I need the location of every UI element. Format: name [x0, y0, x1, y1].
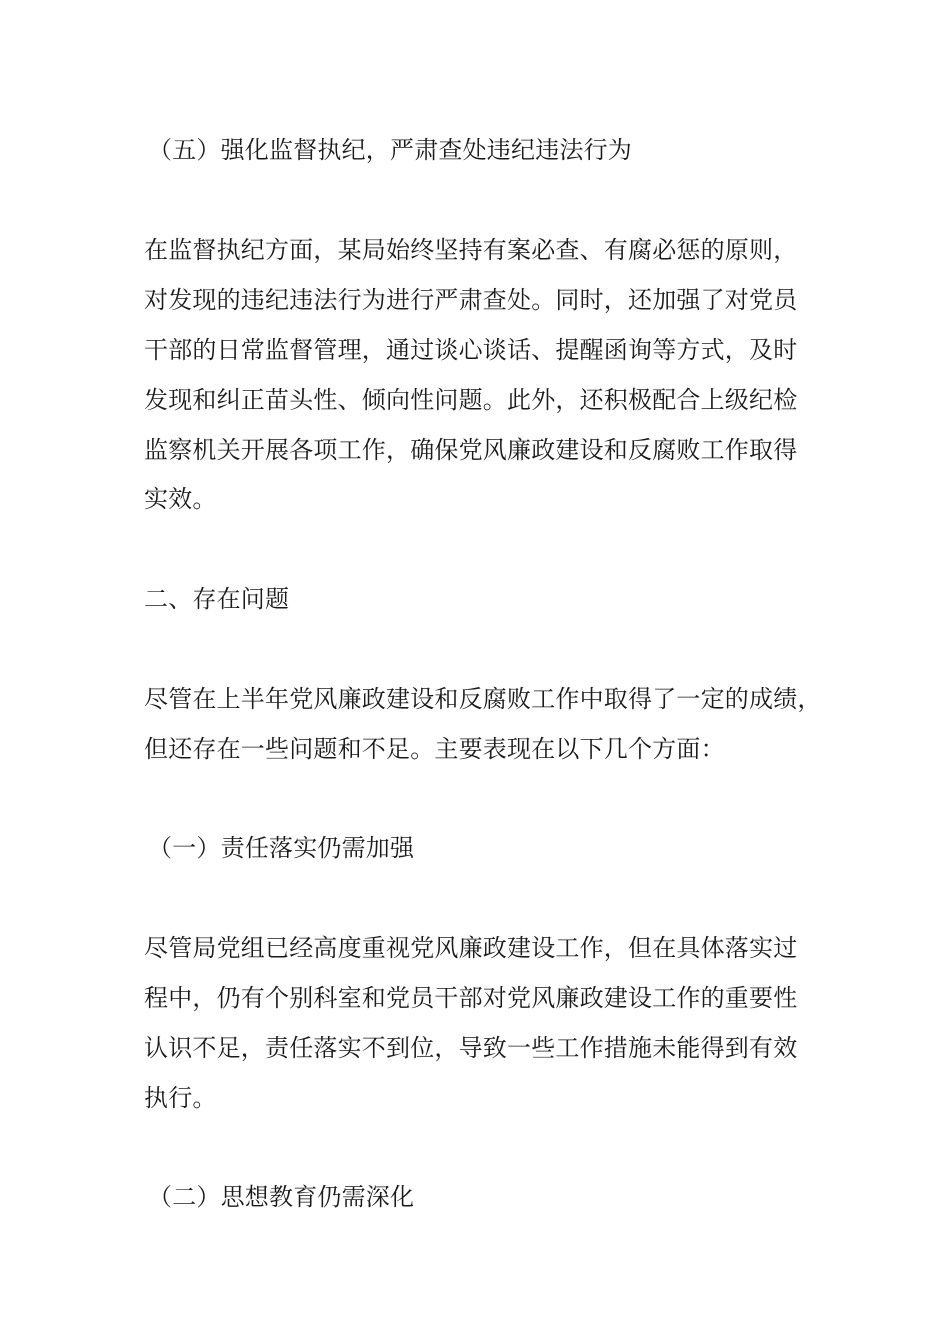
paragraph-line: 程中，仍有个别科室和党员干部对党风廉政建设工作的重要性 [144, 984, 798, 1012]
paragraph-line: 但还存在一些问题和不足。主要表现在以下几个方面： [144, 735, 725, 763]
paragraph-line: 尽管局党组已经高度重视党风廉政建设工作，但在具体落实过 [144, 934, 798, 962]
paragraph-line: 认识不足，责任落实不到位，导致一些工作措施未能得到有效 [144, 1034, 798, 1062]
section-heading: （二）思想教育仍需深化 [148, 1183, 415, 1211]
section-heading: （一）责任落实仍需加强 [148, 834, 415, 862]
paragraph-line: 尽管在上半年党风廉政建设和反腐败工作中取得了一定的成绩， [144, 685, 822, 713]
paragraph-line: 干部的日常监督管理，通过谈心谈话、提醒函询等方式，及时 [144, 336, 798, 364]
part-heading: 二、存在问题 [144, 585, 290, 613]
paragraph-line: 执行。 [144, 1084, 217, 1112]
section-heading: （五）强化监督执纪，严肃查处违纪违法行为 [148, 136, 632, 164]
paragraph-line: 发现和纠正苗头性、倾向性问题。此外，还积极配合上级纪检 [144, 386, 798, 414]
paragraph-line: 在监督执纪方面，某局始终坚持有案必查、有腐必惩的原则， [144, 236, 798, 264]
paragraph-line: 实效。 [144, 485, 217, 513]
paragraph-line: 监察机关开展各项工作，确保党风廉政建设和反腐败工作取得 [144, 436, 798, 464]
paragraph-line: 对发现的违纪违法行为进行严肃查处。同时，还加强了对党员 [144, 286, 798, 314]
